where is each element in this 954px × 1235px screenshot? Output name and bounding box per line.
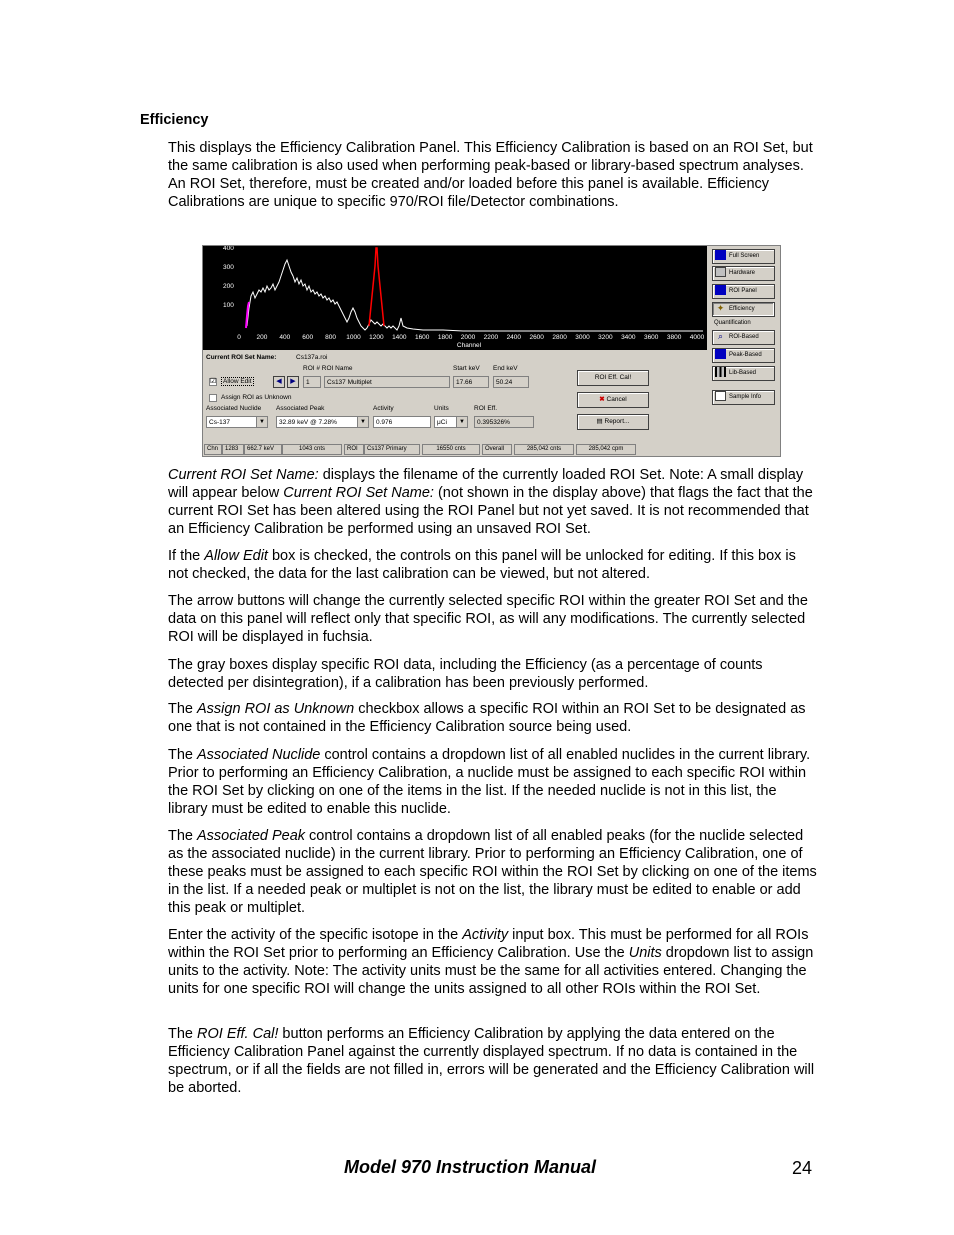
efficiency-calibration-panel-screenshot	[202, 245, 781, 457]
efficiency-button[interactable]	[712, 302, 775, 317]
lib-based-label: Lib-Based	[729, 370, 757, 376]
full-screen-icon	[715, 250, 726, 260]
status-chn-value: 1283	[222, 444, 244, 455]
units-value: μCi	[437, 419, 447, 426]
associated-peak-select[interactable]	[276, 416, 369, 428]
assign-unknown-paragraph	[168, 700, 818, 736]
hardware-icon	[715, 267, 726, 277]
x-tick-label: 3200	[598, 334, 613, 341]
roi-based-label: ROI-Based	[729, 334, 759, 340]
x-tick-label: 2800	[552, 334, 567, 341]
text: The	[168, 1026, 198, 1042]
mode-sidebar	[708, 246, 780, 442]
x-tick-label: 0	[237, 334, 241, 341]
x-tick-label: 3800	[666, 334, 682, 341]
status-kev-value: 662.7 keV	[244, 444, 282, 455]
x-tick-label: 4000	[689, 334, 705, 341]
sample-info-label: Sample Info	[729, 394, 762, 400]
cancel-button[interactable]	[577, 392, 649, 408]
status-bar	[203, 444, 780, 456]
peak-based-icon	[715, 349, 726, 359]
magnifier-icon: ⌕	[717, 331, 724, 342]
associated-peak-label: Associated Peak	[276, 405, 325, 412]
roi-num-name-label: ROI # ROI Name	[303, 365, 353, 372]
allow-edit-paragraph	[168, 547, 818, 583]
next-roi-button[interactable]	[287, 376, 299, 388]
roi-panel-button[interactable]	[712, 284, 775, 299]
text: box is checked, the controls on this panel will be unlocked for editing. If this box is not checked, the data for the last calibration can be viewed, but not altered.	[168, 548, 796, 582]
y-tick-label: 200	[223, 283, 234, 290]
roi-eff-field: 0.395326%	[474, 416, 534, 428]
assign-unknown-checkbox[interactable]	[209, 394, 217, 402]
efficiency-label: Efficiency	[729, 306, 755, 312]
lib-based-button[interactable]	[712, 366, 775, 381]
x-tick-label: 2000	[460, 334, 476, 341]
peak-based-button[interactable]	[712, 348, 775, 363]
associated-peak-paragraph	[168, 827, 818, 917]
start-kev-field: 17.66	[453, 376, 489, 388]
current-roi-set-value: Cs137a.roi	[296, 354, 328, 361]
x-tick-label: 200	[256, 334, 268, 341]
library-icon	[715, 367, 726, 377]
arrow-left-icon: ◀	[276, 378, 282, 385]
roi-panel-label: ROI Panel	[729, 288, 757, 294]
dropdown-arrow-icon: ▼	[456, 417, 467, 427]
text: The	[168, 747, 198, 763]
hardware-button[interactable]	[712, 266, 775, 281]
status-overall-label: Overall	[482, 444, 512, 455]
term-allow-edit: Allow Edit	[204, 548, 268, 564]
associated-nuclide-label: Associated Nuclide	[206, 405, 262, 412]
full-screen-label: Full Screen	[729, 253, 760, 259]
roi-eff-cal-button[interactable]: ROI Eff. Cal!	[577, 370, 649, 386]
y-tick-labels	[223, 246, 234, 309]
roi-peak-primary	[369, 248, 384, 326]
term-current-roi-set-name: Current ROI Set Name:	[168, 467, 319, 483]
associated-nuclide-paragraph	[168, 746, 818, 818]
text: Enter the activity of the specific isotope in the	[168, 927, 463, 943]
intro-paragraph: This displays the Efficiency Calibration Panel. This Efficiency Calibration is based on an ROI Set, but the same calibration is also used when performing peak-based or library-based spectrum analyses. An ROI Set, therefore, must be created and/or loaded before this panel is available. Efficiency Calibrations are unique to specific 970/ROI file/Detector combinations.	[168, 140, 813, 210]
term-units: Units	[628, 945, 662, 961]
previous-roi-button[interactable]	[273, 376, 285, 388]
x-tick-label: 1000	[346, 334, 361, 341]
status-roi-value: Cs137 Primary	[364, 444, 420, 455]
lightbulb-icon: ✦	[716, 303, 725, 314]
roi-eff-cal-paragraph	[168, 1025, 818, 1097]
text: (not shown in the display above) that flags the fact that the current ROI Set has been altered using the ROI Panel but not yet saved. It is not recommended that an Efficiency Calibration be performed using an unsaved ROI Set.	[168, 485, 813, 537]
roi-name-field: Cs137 Multiplet	[324, 376, 450, 388]
x-tick-label: 1600	[414, 334, 430, 341]
roi-panel-icon	[715, 285, 726, 295]
term-assign-roi-as-unknown: Assign ROI as Unknown	[197, 701, 355, 717]
end-kev-label: End keV	[493, 365, 518, 372]
roi-eff-label: ROI Eff.	[474, 405, 497, 412]
x-axis-label: Channel	[456, 342, 482, 349]
roi-set-panel	[203, 352, 707, 442]
x-tick-label: 2200	[483, 334, 499, 341]
text: dropdown list to assign units to the activity. Note: The activity units must be the same for all activities entered. Changing the units for one specific ROI will change the units assigned to all other ROIs within the ROI Set.	[168, 945, 814, 997]
x-tick-label: 3400	[621, 334, 636, 341]
term-associated-peak: Associated Peak	[197, 828, 306, 844]
x-tick-label: 1200	[369, 334, 384, 341]
peak-based-label: Peak-Based	[729, 352, 762, 358]
units-label: Units	[434, 405, 449, 412]
associated-nuclide-select[interactable]	[206, 416, 268, 428]
text: If the	[168, 548, 205, 564]
y-tick-label: 100	[223, 302, 234, 309]
activity-paragraph	[168, 926, 818, 998]
sample-info-icon	[715, 391, 726, 401]
allow-edit-checkbox[interactable]: ☑	[210, 378, 217, 385]
footer-manual-title: Model 970 Instruction Manual	[344, 1157, 597, 1177]
x-tick-label: 600	[302, 334, 314, 341]
peak-value: 32.89 keV @ 7.28%	[279, 419, 337, 426]
text: control contains a dropdown list of all enabled peaks (for the nuclide selected as the associated nuclide) in the current library. Prior to performing an Efficiency Calibration, one of these peaks must be assigned to each specific ROI within the ROI Set by clicking on one of the items in the list. If a needed peak or multiplet is not on the list, the library must be edited to enable or add this peak or multiplet.	[168, 828, 817, 916]
report-icon: ▤	[596, 418, 605, 425]
allow-edit-label: Allow Edit	[223, 378, 252, 385]
start-kev-label: Start keV	[453, 365, 480, 372]
term-associated-nuclide: Associated Nuclide	[197, 747, 321, 763]
x-tick-label: 800	[325, 334, 337, 341]
spectrum-plot	[203, 246, 707, 350]
roi-based-button[interactable]	[712, 330, 775, 345]
x-tick-labels	[237, 334, 704, 349]
current-roi-set-label: Current ROI Set Name:	[206, 354, 277, 361]
cancel-button-label: Cancel	[606, 396, 627, 403]
dropdown-arrow-icon: ▼	[256, 417, 267, 427]
page-number: 24	[792, 1158, 813, 1178]
x-tick-label: 1800	[437, 334, 453, 341]
status-overall-cpm: 285,042 cpm	[576, 444, 636, 455]
y-tick-label: 400	[223, 246, 234, 252]
status-roi-counts: 16550 cnts	[422, 444, 480, 455]
end-kev-field: 50.24	[493, 376, 529, 388]
text: The	[168, 828, 198, 844]
nuclide-value: Cs-137	[209, 419, 230, 426]
roi-number-field: 1	[303, 376, 321, 388]
text: button performs an Efficiency Calibration by applying the data entered on the Efficiency Calibration Panel against the currently displayed spectrum. If no data is contained in the spectrum, or if all the fields are not filled in, errors will be generated and the Efficiency Calibration will be aborted.	[168, 1026, 815, 1096]
text: displays the filename of the currently loaded ROI Set. Note: A small display will appear below	[168, 467, 804, 501]
text: control contains a dropdown list of all enabled nuclides in the current library. Prior to performing an Efficiency Calibration, a nuclide must be assigned to each specific ROI within the ROI Set by clicking on one of the items in the list. If the needed nuclide is not in this list, the library must be edited to enable this nuclide.	[168, 747, 811, 817]
x-tick-label: 1400	[392, 334, 407, 341]
spectrum-svg	[203, 246, 707, 350]
current-roi-set-paragraph	[168, 466, 818, 538]
term-roi-eff-cal: ROI Eff. Cal!	[197, 1026, 279, 1042]
activity-input[interactable]: 0.976	[373, 416, 431, 428]
gray-boxes-paragraph: The gray boxes display specific ROI data, including the Efficiency (as a percentage of counts detected per disintegration), if a calibration has been previously performed.	[168, 657, 763, 691]
term-activity: Activity	[462, 927, 509, 943]
term-current-roi-set-name: Current ROI Set Name:	[283, 485, 434, 501]
units-select[interactable]	[434, 416, 468, 428]
text: input box. This must be performed for all ROIs within the ROI Set prior to performing an Efficiency Calibration. Use the	[168, 927, 809, 961]
x-icon: ✖	[599, 396, 607, 403]
status-roi-label: ROI	[344, 444, 364, 455]
status-counts-value: 1043 cnts	[282, 444, 342, 455]
x-tick-label: 2600	[529, 334, 544, 341]
x-tick-label: 3600	[643, 334, 659, 341]
report-button[interactable]	[577, 414, 649, 430]
full-screen-button[interactable]	[712, 249, 775, 264]
x-tick-label: 400	[279, 334, 291, 341]
quantification-label: Quantification	[714, 320, 751, 326]
assign-unknown-label: Assign ROI as Unknown	[221, 394, 292, 401]
spectrum-line	[247, 260, 703, 331]
x-tick-label: 2400	[506, 334, 522, 341]
status-chn-label: Chn	[204, 444, 222, 455]
text: The	[168, 701, 198, 717]
status-overall-counts: 285,042 cnts	[514, 444, 574, 455]
arrow-buttons-paragraph: The arrow buttons will change the currently selected specific ROI within the greater ROI Set and the data on this panel will reflect only that specific ROI, as will any modifications. The currently selected ROI will be displayed in fuchsia.	[168, 593, 808, 645]
y-tick-label: 300	[223, 264, 234, 271]
x-tick-label: 3000	[575, 334, 590, 341]
dropdown-arrow-icon: ▼	[357, 417, 368, 427]
text: checkbox allows a specific ROI within an ROI Set to be designated as one that is not contained in the Efficiency Calibration source being used.	[168, 701, 806, 735]
sample-info-button[interactable]	[712, 390, 775, 405]
arrow-right-icon: ▶	[290, 378, 296, 385]
activity-label: Activity	[373, 405, 394, 412]
hardware-label: Hardware	[729, 270, 756, 276]
report-button-label: Report...	[604, 418, 630, 425]
section-heading: Efficiency	[140, 112, 209, 128]
